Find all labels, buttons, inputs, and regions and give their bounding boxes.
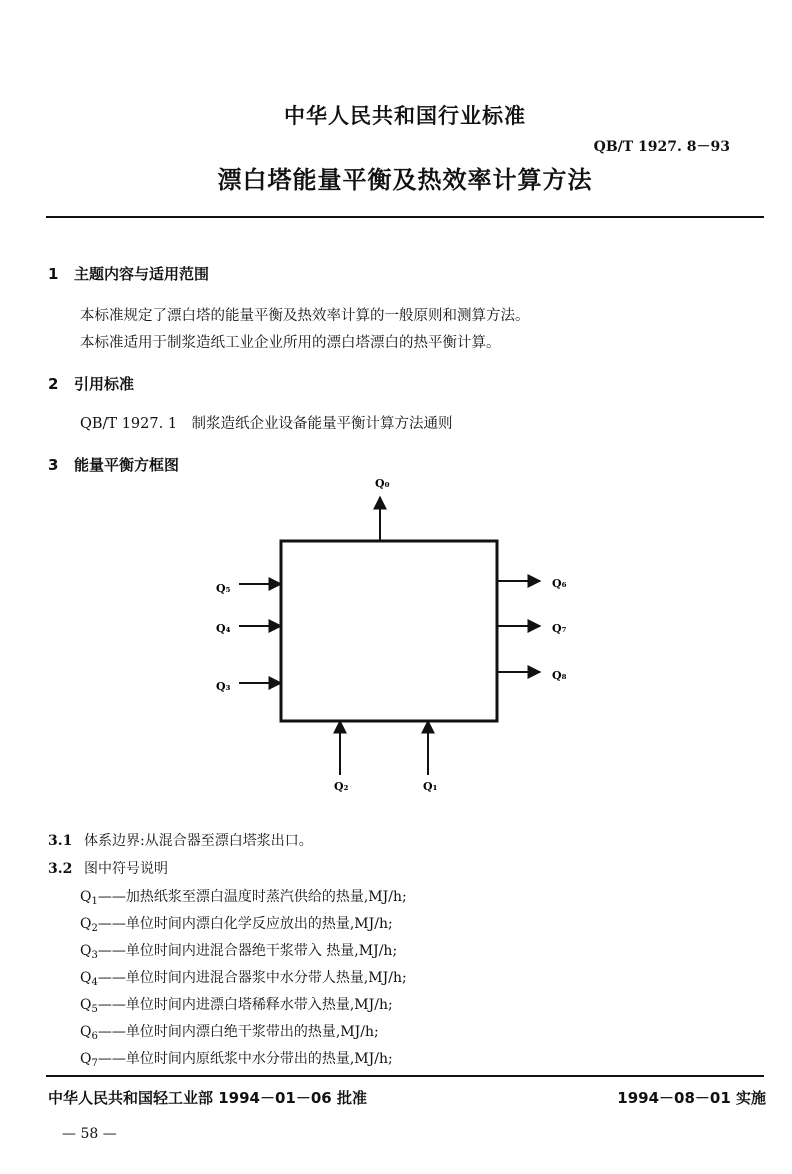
- subsection-3-2-number: 3.2: [48, 861, 73, 877]
- symbol-subscript: 2: [91, 923, 98, 934]
- q7-label: Q₇: [552, 622, 567, 635]
- q1-label: Q₁: [423, 780, 438, 793]
- symbol-subscript: 7: [91, 1058, 98, 1069]
- q0-label: Q₀: [375, 477, 390, 490]
- symbol-definition: [80, 994, 393, 1015]
- q2-label: Q₂: [334, 780, 349, 793]
- symbol-letter: Q: [80, 1051, 92, 1067]
- subsection-3-1: [48, 830, 313, 850]
- section-3-number: 3: [48, 456, 59, 474]
- symbol-subscript: 4: [91, 977, 98, 988]
- footer-divider: [46, 1075, 764, 1077]
- symbol-description: ——单位时间内原纸浆中水分带出的热量,MJ/h;: [97, 1051, 393, 1067]
- symbol-letter: Q: [80, 970, 92, 986]
- page-number: — 58 —: [62, 1126, 117, 1142]
- symbol-letter: Q: [80, 916, 92, 932]
- q5-label: Q₅: [216, 582, 231, 595]
- symbol-letter: Q: [80, 1024, 92, 1040]
- symbol-definition: [80, 967, 407, 988]
- subsection-3-2-text: 图中符号说明: [84, 861, 168, 877]
- symbol-subscript: 3: [91, 950, 98, 961]
- section-2-title: 引用标准: [74, 375, 135, 393]
- symbol-definition: [80, 940, 397, 961]
- q4-label: Q₄: [216, 622, 231, 635]
- referenced-standard: QB/T 1927. 1 制浆造纸企业设备能量平衡计算方法通则: [80, 416, 453, 432]
- q6-label: Q₆: [552, 577, 567, 590]
- symbol-description: ——单位时间内进漂白塔稀释水带入热量,MJ/h;: [97, 997, 393, 1013]
- symbol-description: ——单位时间内漂白绝干浆带出的热量,MJ/h;: [97, 1024, 379, 1040]
- section-3-title: 能量平衡方框图: [74, 456, 180, 474]
- subsection-3-2: [48, 858, 168, 878]
- symbol-letter: Q: [80, 997, 92, 1013]
- q8-label: Q₈: [552, 669, 567, 682]
- symbol-definition: [80, 1021, 379, 1042]
- symbol-description: ——单位时间内进混合器浆中水分带人热量,MJ/h;: [97, 970, 407, 986]
- symbol-letter: Q: [80, 889, 92, 905]
- approval-line: 中华人民共和国轻工业部 1994－01－06 批准: [48, 1089, 367, 1107]
- section-2-number: 2: [48, 375, 59, 393]
- section-1-title: 主题内容与适用范围: [74, 265, 210, 283]
- symbol-description: ——单位时间内漂白化学反应放出的热量,MJ/h;: [97, 916, 393, 932]
- symbol-subscript: 1: [91, 896, 98, 907]
- document-title: 漂白塔能量平衡及热效率计算方法: [217, 166, 593, 194]
- issuing-organization: 中华人民共和国行业标准: [284, 104, 526, 128]
- section-1-number: 1: [48, 265, 59, 283]
- symbol-definition: [80, 886, 407, 907]
- subsection-3-1-text: 体系边界:从混合器至漂白塔浆出口。: [84, 833, 313, 849]
- symbol-definition: [80, 913, 393, 934]
- q3-label: Q₃: [216, 680, 231, 693]
- system-boundary-box: [281, 541, 497, 721]
- implementation-date: 1994－08－01 实施: [617, 1089, 766, 1107]
- symbol-subscript: 5: [91, 1004, 98, 1015]
- symbol-subscript: 6: [91, 1031, 98, 1042]
- standard-code: QB/T 1927. 8－93: [593, 139, 730, 155]
- subsection-3-1-number: 3.1: [48, 833, 73, 849]
- symbol-description: ——加热纸浆至漂白温度时蒸汽供给的热量,MJ/h;: [97, 889, 407, 905]
- section-1-paragraph: 本标准适用于制浆造纸工业企业所用的漂白塔漂白的热平衡计算。: [80, 335, 501, 351]
- symbol-letter: Q: [80, 943, 92, 959]
- section-1-paragraph: 本标准规定了漂白塔的能量平衡及热效率计算的一般原则和测算方法。: [80, 308, 530, 324]
- symbol-description: ——单位时间内进混合器绝干浆带入 热量,MJ/h;: [97, 943, 398, 959]
- symbol-definition: [80, 1048, 393, 1069]
